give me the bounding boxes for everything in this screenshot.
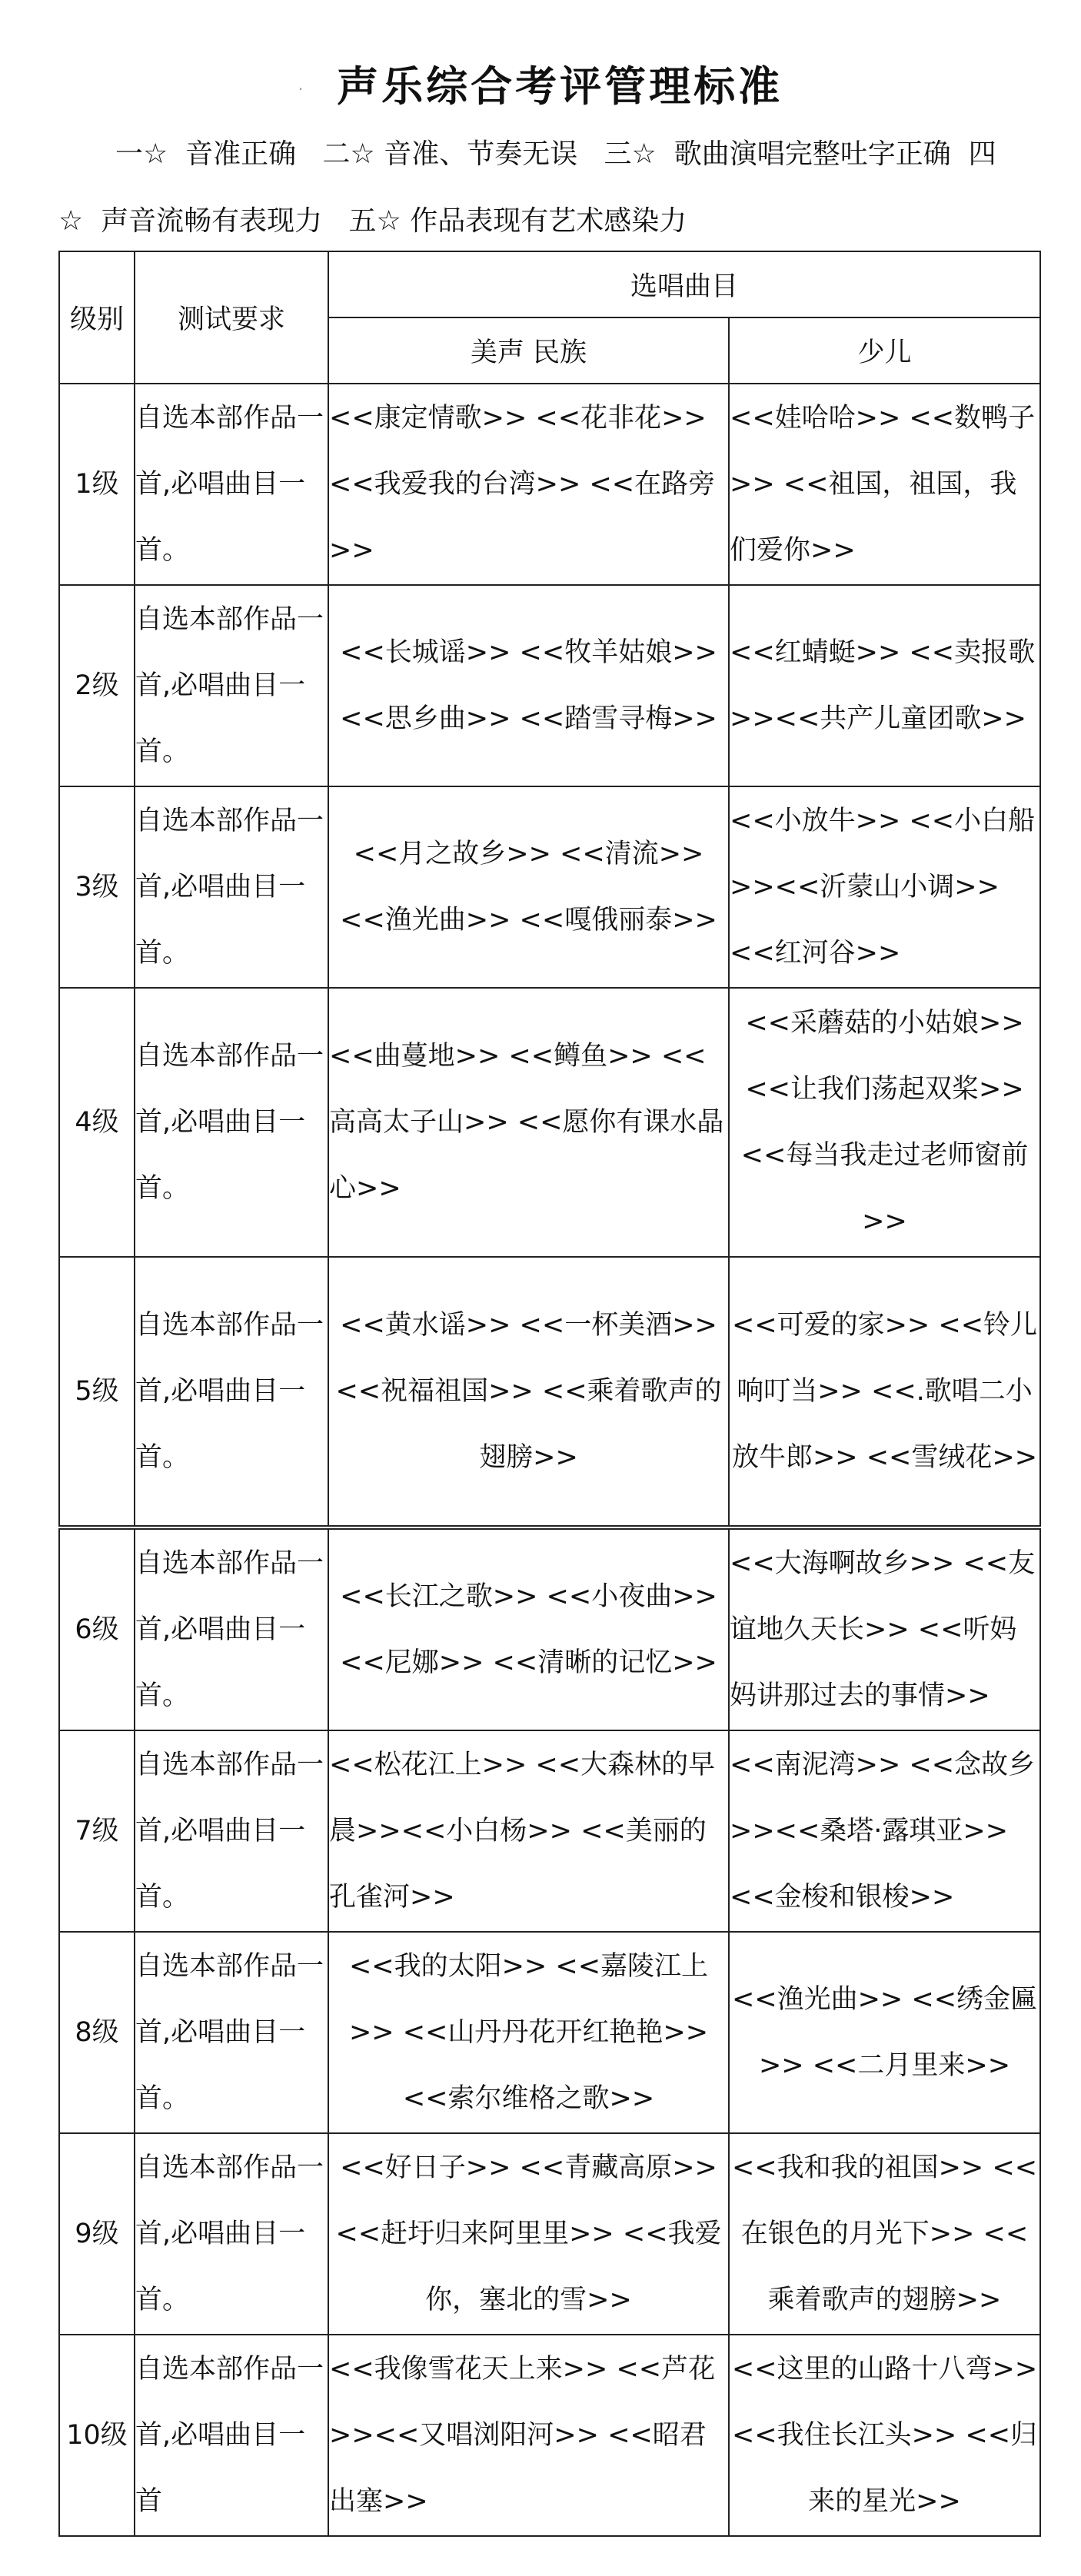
level-cell: 4级 bbox=[59, 988, 135, 1257]
children-songs-cell: <<渔光曲>> <<绣金匾>> <<二月里来>> bbox=[729, 1932, 1040, 2133]
children-songs-cell: <<这里的山路十八弯>> <<我住长江头>> <<归来的星光>> bbox=[729, 2335, 1040, 2536]
requirement-cell: 自选本部作品一首,必唱曲目一首 bbox=[135, 2335, 328, 2536]
level-cell: 9级 bbox=[59, 2133, 135, 2335]
table-row bbox=[59, 1932, 1040, 2133]
adult-songs-cell: <<我的太阳>> <<嘉陵江上>> <<山丹丹花开红艳艳>> <<索尔维格之歌>> bbox=[328, 1932, 729, 2133]
table-row bbox=[59, 988, 1040, 1257]
children-songs-cell: <<采蘑菇的小姑娘>> <<让我们荡起双桨>> <<每当我走过老师窗前>> bbox=[729, 988, 1040, 1257]
criteria-line-2: ☆ 声音流畅有表现力 五☆ 作品表现有艺术感染力 bbox=[58, 205, 687, 237]
title-text: 声乐综合考评管理标准 bbox=[337, 62, 783, 111]
children-songs-cell: <<我和我的祖国>> <<在银色的月光下>> <<乘着歌声的翅膀>> bbox=[729, 2133, 1040, 2335]
requirement-cell: 自选本部作品一首,必唱曲目一首。 bbox=[135, 585, 328, 786]
header-adult: 美声 民族 bbox=[328, 317, 729, 384]
requirement-cell: 自选本部作品一首,必唱曲目一首。 bbox=[135, 1257, 328, 1526]
table-row bbox=[59, 786, 1040, 988]
level-cell: 2级 bbox=[59, 585, 135, 786]
children-songs-cell: <<娃哈哈>> <<数鸭子>> <<祖国，祖国，我们爱你>> bbox=[729, 384, 1040, 585]
adult-songs-cell: <<曲蔓地>> <<鳟鱼>> <<高高太子山>> <<愿你有课水晶心>> bbox=[328, 988, 729, 1257]
level-cell: 1级 bbox=[59, 384, 135, 585]
children-songs-cell: <<大海啊故乡>> <<友谊地久天长>> <<听妈妈讲那过去的事情>> bbox=[729, 1529, 1040, 1730]
criteria-line-1: 一☆ 音准正确 二☆ 音准、节奏无误 三☆ 歌曲演唱完整吐字正确 四 bbox=[115, 138, 996, 170]
header-requirement: 测试要求 bbox=[135, 251, 328, 384]
adult-songs-cell: <<松花江上>> <<大森林的早晨>><<小白杨>> <<美丽的孔雀河>> bbox=[328, 1730, 729, 1932]
adult-songs-cell: <<月之故乡>> <<清流>> <<渔光曲>> <<嘎俄丽泰>> bbox=[328, 786, 729, 988]
requirement-cell: 自选本部作品一首,必唱曲目一首。 bbox=[135, 786, 328, 988]
requirement-cell: 自选本部作品一首,必唱曲目一首。 bbox=[135, 1932, 328, 2133]
requirement-cell: 自选本部作品一首,必唱曲目一首。 bbox=[135, 1730, 328, 1932]
adult-songs-cell: <<我像雪花天上来>> <<芦花>><<又唱浏阳河>> <<昭君出塞>> bbox=[328, 2335, 729, 2536]
level-cell: 7级 bbox=[59, 1730, 135, 1932]
level-cell: 10级 bbox=[59, 2335, 135, 2536]
table-row bbox=[59, 1730, 1040, 1932]
adult-songs-cell: <<长江之歌>> <<小夜曲>> <<尼娜>> <<清晰的记忆>> bbox=[328, 1529, 729, 1730]
title-dot-mark: · bbox=[298, 80, 307, 99]
level-cell: 3级 bbox=[59, 786, 135, 988]
table-row bbox=[59, 384, 1040, 585]
children-songs-cell: <<可爱的家>> <<铃儿响叮当>> <<.歌唱二小放牛郎>> <<雪绒花>> bbox=[729, 1257, 1040, 1526]
level-cell: 5级 bbox=[59, 1257, 135, 1526]
requirement-cell: 自选本部作品一首,必唱曲目一首。 bbox=[135, 1529, 328, 1730]
adult-songs-cell: <<好日子>> <<青藏高原>> <<赶圩归来阿里里>> <<我爱你，塞北的雪>> bbox=[328, 2133, 729, 2335]
requirement-cell: 自选本部作品一首,必唱曲目一首。 bbox=[135, 384, 328, 585]
children-songs-cell: <<南泥湾>> <<念故乡>><<桑塔·露琪亚>><<金梭和银梭>> bbox=[729, 1730, 1040, 1932]
requirement-cell: 自选本部作品一首,必唱曲目一首。 bbox=[135, 2133, 328, 2335]
standards-table-part-1 bbox=[58, 251, 1041, 1527]
level-cell: 6级 bbox=[59, 1529, 135, 1730]
header-level: 级别 bbox=[59, 251, 135, 384]
header-children: 少儿 bbox=[729, 317, 1040, 384]
table-row bbox=[59, 1529, 1040, 1730]
table-row bbox=[59, 2335, 1040, 2536]
standards-table-part-2 bbox=[58, 1528, 1041, 2537]
table-row bbox=[59, 2133, 1040, 2335]
adult-songs-cell: <<康定情歌>> <<花非花>> <<我爱我的台湾>> <<在路旁>> bbox=[328, 384, 729, 585]
requirement-cell: 自选本部作品一首,必唱曲目一首。 bbox=[135, 988, 328, 1257]
document-title bbox=[0, 54, 1081, 113]
level-cell: 8级 bbox=[59, 1932, 135, 2133]
table-row bbox=[59, 585, 1040, 786]
children-songs-cell: <<红蜻蜓>> <<卖报歌>><<共产儿童团歌>> bbox=[729, 585, 1040, 786]
adult-songs-cell: <<黄水谣>> <<一杯美酒>> <<祝福祖国>> <<乘着歌声的翅膀>> bbox=[328, 1257, 729, 1526]
adult-songs-cell: <<长城谣>> <<牧羊姑娘>> <<思乡曲>> <<踏雪寻梅>> bbox=[328, 585, 729, 786]
children-songs-cell: <<小放牛>> <<小白船>><<沂蒙山小调>><<红河谷>> bbox=[729, 786, 1040, 988]
header-songs: 选唱曲目 bbox=[328, 251, 1040, 317]
table-row bbox=[59, 1257, 1040, 1526]
